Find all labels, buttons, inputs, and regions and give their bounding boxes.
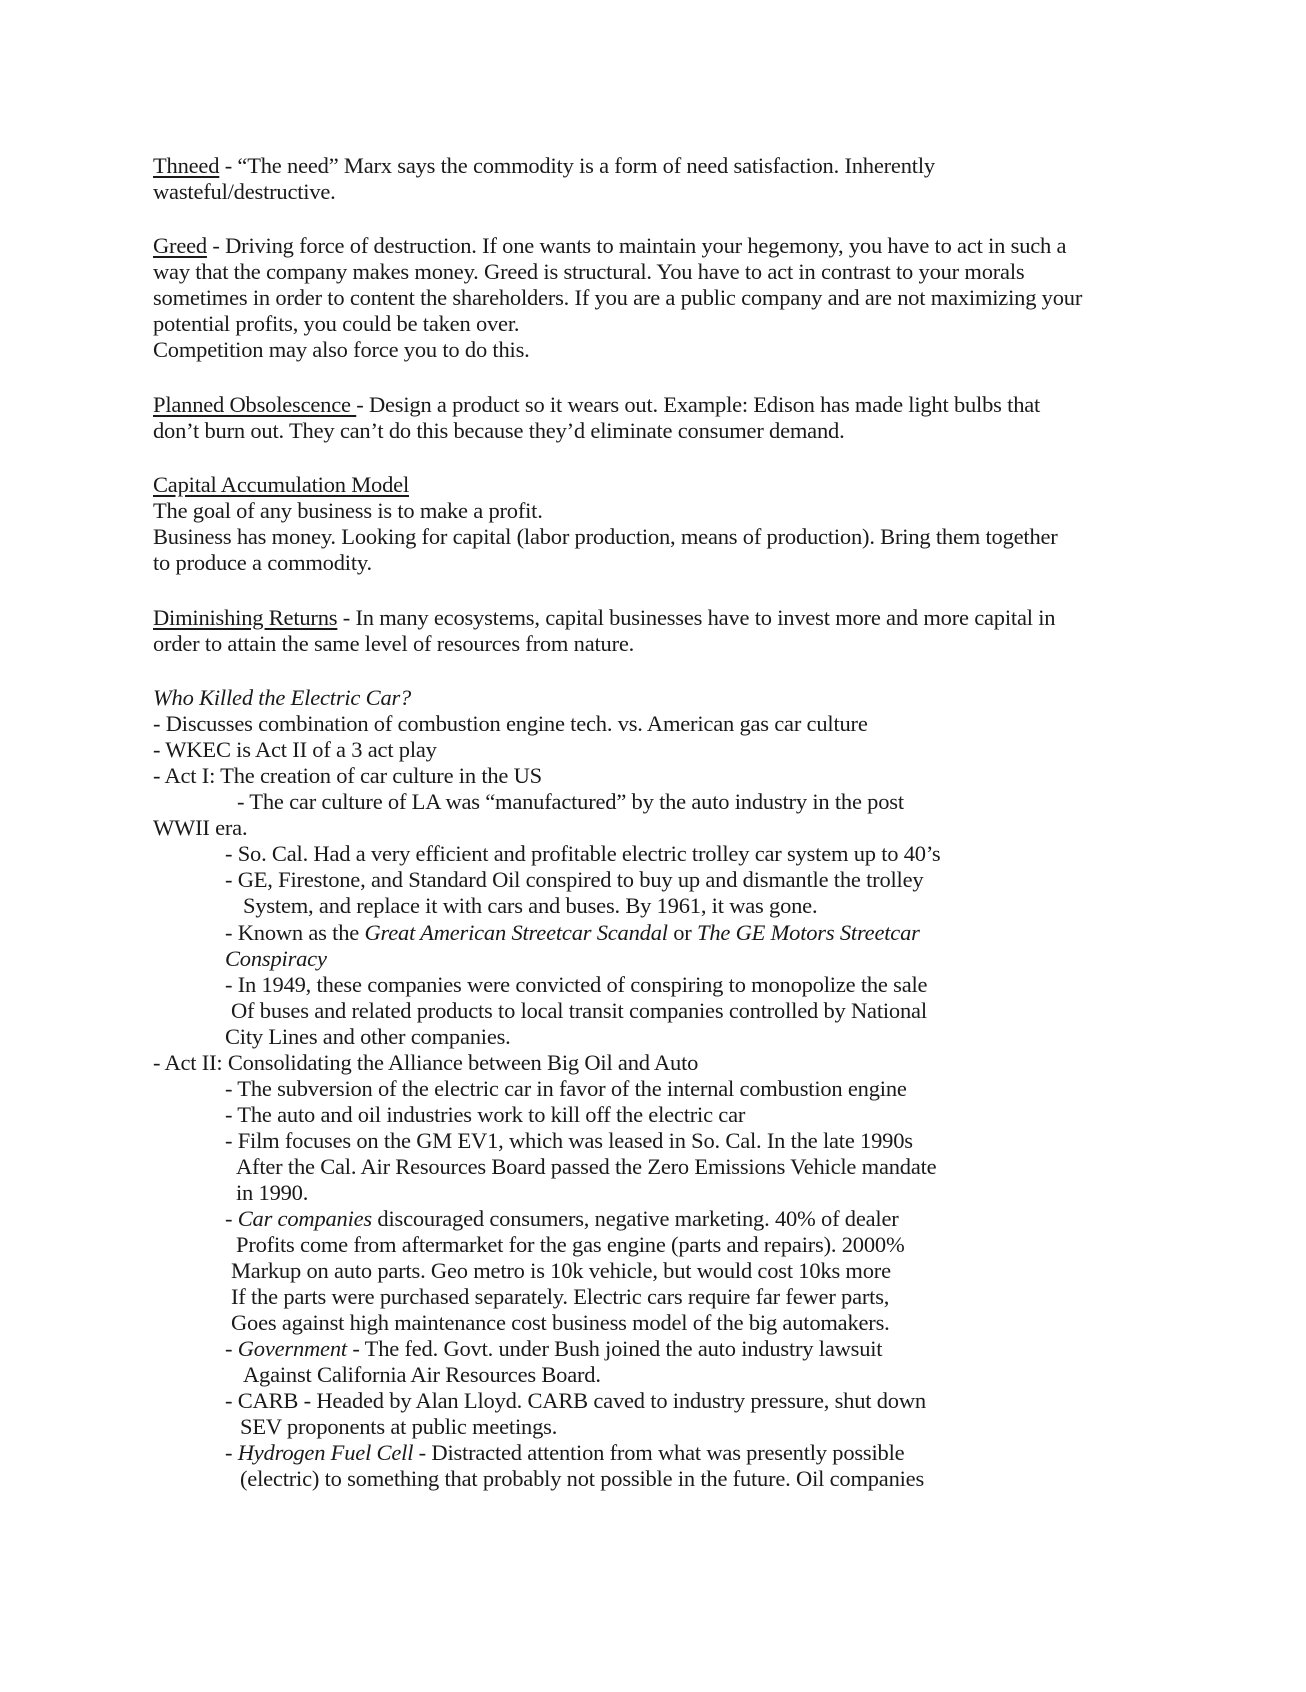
car-companies-term: Car companies (237, 1206, 372, 1231)
act2-line-9: If the parts were purchased separately. Electric cars require far fewer parts, (231, 1284, 890, 1309)
wkec-bullet-2: - WKEC is Act II of a 3 act play (153, 737, 437, 762)
act2-line-3: - Film focuses on the GM EV1, which was leased in So. Cal. In the late 1990s (225, 1128, 913, 1153)
act1-line-3: - So. Cal. Had a very efficient and profitable electric trolley car system up to 40’s (225, 841, 941, 866)
act2-line-8: Markup on auto parts. Geo metro is 10k vehicle, but would cost 10ks more (231, 1258, 891, 1283)
act2-line-1: - The subversion of the electric car in favor of the internal combustion engine (225, 1076, 907, 1101)
act2-line-15: - Hydrogen Fuel Cell - Distracted attention from what was presently possible (225, 1440, 905, 1465)
wkec-title: Who Killed the Electric Car? (153, 685, 412, 710)
act1-line-5: System, and replace it with cars and buses. By 1961, it was gone. (243, 893, 818, 918)
act2-line-5: in 1990. (236, 1180, 309, 1205)
act2-line-4: After the Cal. Air Resources Board passed the Zero Emissions Vehicle mandate (236, 1154, 937, 1179)
thneed-line-1: Thneed - “The need” Marx says the commodity is a form of need satisfaction. Inherently (153, 153, 935, 178)
government-term: Government (237, 1336, 347, 1361)
greed-line-2: way that the company makes money. Greed is structural. You have to act in contrast to your morals (153, 259, 1025, 284)
capital-term: Capital Accumulation Model (153, 472, 410, 497)
act2-line-16: (electric) to something that probably not possible in the future. Oil companies (240, 1466, 925, 1491)
diminishing-line-2: order to attain the same level of resources from nature. (153, 631, 635, 656)
act1-line-4: - GE, Firestone, and Standard Oil conspired to buy up and dismantle the trolley (225, 867, 924, 892)
act1-line-1: - The car culture of LA was “manufactured” by the auto industry in the post (237, 789, 904, 814)
obsolescence-term: Planned Obsolescence (153, 392, 357, 417)
diminishing-term: Diminishing Returns (153, 605, 338, 630)
diminishing-line-1: Diminishing Returns - In many ecosystems, capital businesses have to invest more and more capital in (153, 605, 1056, 630)
hydrogen-fuel-cell-term: Hydrogen Fuel Cell (237, 1440, 414, 1465)
act2-line-6: - Car companies discouraged consumers, negative marketing. 40% of dealer (225, 1206, 899, 1231)
act2-line-12: Against California Air Resources Board. (243, 1362, 601, 1387)
act2-line-2: - The auto and oil industries work to kill off the electric car (225, 1102, 746, 1127)
obsolescence-line-1: Planned Obsolescence - Design a product so it wears out. Example: Edison has made light bulbs that (153, 392, 1041, 417)
act2-line-7: Profits come from aftermarket for the gas engine (parts and repairs). 2000% (236, 1232, 905, 1257)
greed-line-4: potential profits, you could be taken over. (153, 311, 520, 336)
streetcar-conspiracy-title: The GE Motors Streetcar (697, 920, 920, 945)
greed-line-5: Competition may also force you to do this. (153, 337, 530, 362)
act1-line-9: Of buses and related products to local transit companies controlled by National (231, 998, 927, 1023)
capital-line-1: The goal of any business is to make a profit. (153, 498, 543, 523)
thneed-term: Thneed (153, 153, 220, 178)
streetcar-scandal-title: Great American Streetcar Scandal (364, 920, 668, 945)
greed-term: Greed (153, 233, 207, 258)
act2-line-14: SEV proponents at public meetings. (240, 1414, 558, 1439)
wkec-bullet-1: - Discusses combination of combustion engine tech. vs. American gas car culture (153, 711, 868, 736)
act1-line-6: - Known as the Great American Streetcar Scandal or The GE Motors Streetcar (225, 920, 920, 945)
capital-line-2: Business has money. Looking for capital (labor production, means of production). Bring them together (153, 524, 1058, 549)
act1-line-2: WWII era. (153, 815, 248, 840)
capital-line-3: to produce a commodity. (153, 550, 372, 575)
act1-line-8: - In 1949, these companies were convicted of conspiring to monopolize the sale (225, 972, 928, 997)
thneed-line-2: wasteful/destructive. (153, 179, 336, 204)
act1-line-7: Conspiracy (225, 946, 327, 971)
greed-line-3: sometimes in order to content the shareholders. If you are a public company and are not maximizing your (153, 285, 1083, 310)
obsolescence-line-2: don’t burn out. They can’t do this because they’d eliminate consumer demand. (153, 418, 845, 443)
act2-line-10: Goes against high maintenance cost business model of the big automakers. (231, 1310, 890, 1335)
act2-line-11: - Government - The fed. Govt. under Bush joined the auto industry lawsuit (225, 1336, 883, 1361)
act1-heading: - Act I: The creation of car culture in the US (153, 763, 542, 788)
greed-line-1: Greed - Driving force of destruction. If one wants to maintain your hegemony, you have to act in such a (153, 233, 1067, 258)
act1-line-10: City Lines and other companies. (225, 1024, 511, 1049)
act2-line-13: - CARB - Headed by Alan Lloyd. CARB caved to industry pressure, shut down (225, 1388, 926, 1413)
act2-heading: - Act II: Consolidating the Alliance between Big Oil and Auto (153, 1050, 699, 1075)
